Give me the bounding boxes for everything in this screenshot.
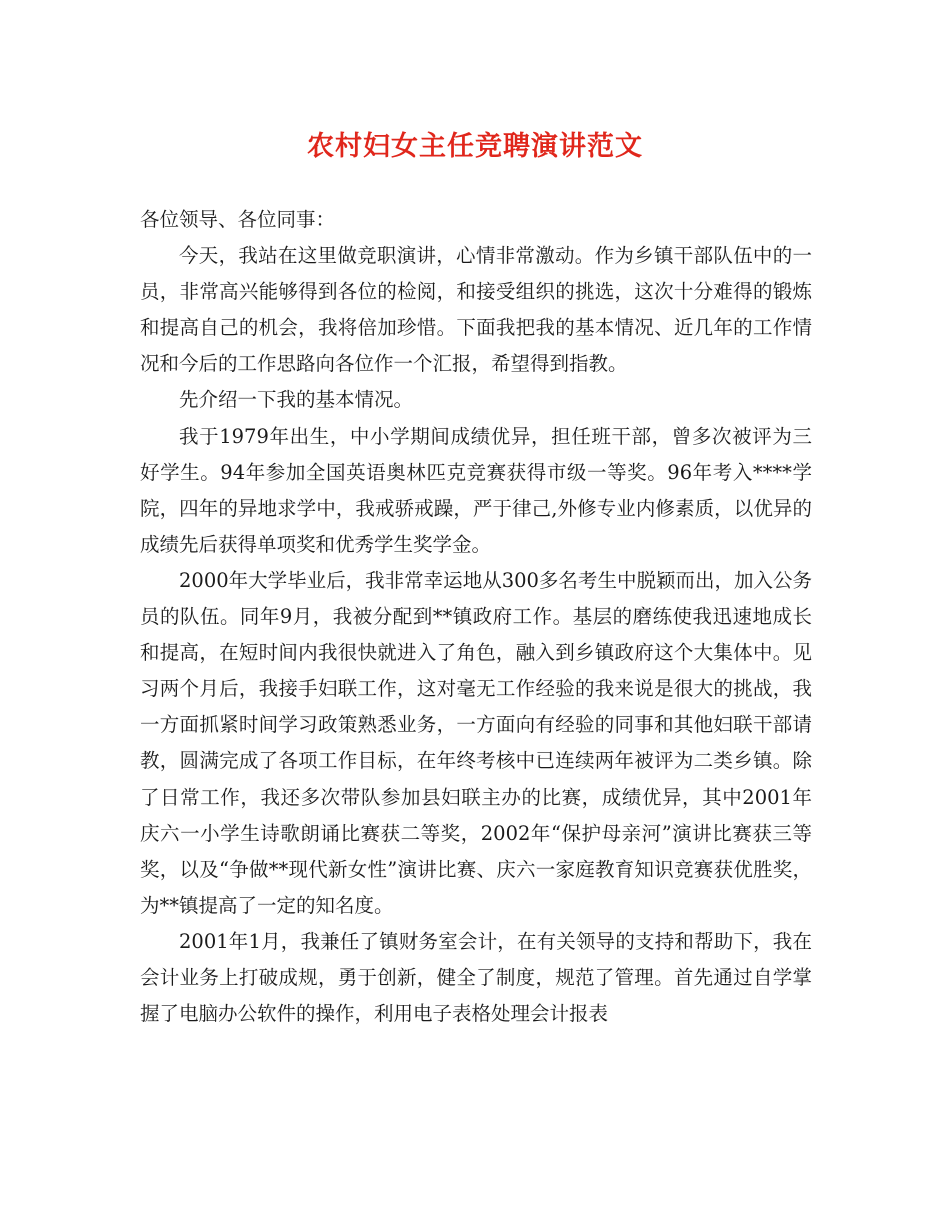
paragraph-education: 我于1979年出生，中小学期间成绩优异，担任班干部，曾多次被评为三好学生。94年参加全国英语奥林匹克竞赛获得市级一等奖。96年考入****学院，四年的异地求学中，我戒骄戒躁，严于律己,外修专业内修素质，以优异的成绩先后获得单项奖和优秀学生奖学金。 [140, 424, 812, 556]
paragraph-basic-info-heading: 先介绍一下我的基本情况。 [179, 388, 414, 412]
document-title: 农村妇女主任竞聘演讲范文 [307, 131, 643, 162]
paragraph-career: 2000年大学毕业后，我非常幸运地从300多名考生中脱颖而出，加入公务员的队伍。同年9月，我被分配到**镇政府工作。基层的磨练使我迅速地成长和提高，在短时间内我很快就进入了角色，融入到乡镇政府这个大集体中。见习两个月后，我接手妇联工作，这对毫无工作经验的我来说是很大的挑战，我一方面抓紧时间学习政策熟悉业务，一方面向有经验的同事和其他妇联干部请教，圆满完成了各项工作目标，在年终考核中已连续两年被评为二类乡镇。除了日常工作，我还多次带队参加县妇联主办的比赛，成绩优异，其中2001年庆六一小学生诗歌朗诵比赛获二等奖，2002年“保护母亲河”演讲比赛获三等奖，以及“争做**现代新女性”演讲比赛、庆六一家庭教育知识竞赛获优胜奖，为**镇提高了一定的知名度。 [140, 568, 812, 917]
paragraph-accounting: 2001年1月，我兼任了镇财务室会计，在有关领导的支持和帮助下，我在会计业务上打破成规，勇于创新，健全了制度，规范了管理。首先通过自学掌握了电脑办公软件的操作，利用电子表格处理会计报表 [140, 929, 812, 1026]
paragraph-intro: 今天，我站在这里做竞职演讲，心情非常激动。作为乡镇干部队伍中的一员，非常高兴能够得到各位的检阅，和接受组织的挑选，这次十分难得的锻炼和提高自己的机会，我将倍加珍惜。下面我把我的基本情况、近几年的工作情况和今后的工作思路向各位作一个汇报，希望得到指教。 [140, 244, 812, 376]
document-body [140, 202, 812, 1032]
salutation: 各位领导、各位同事： [140, 208, 336, 231]
